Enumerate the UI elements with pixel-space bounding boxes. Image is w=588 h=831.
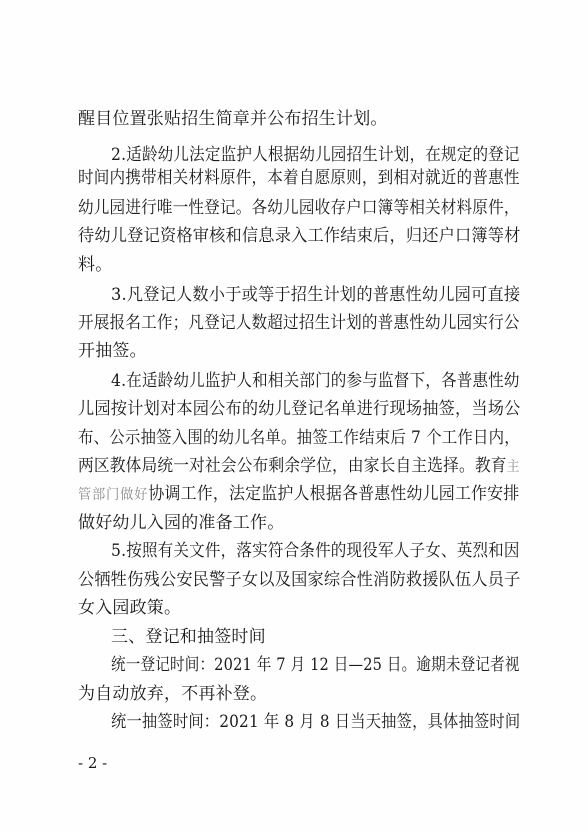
faint-text-segment: 管部门做好: [78, 487, 149, 503]
text-line: 待幼儿登记资格审核和信息录入工作结束后，归还户口簿等材: [78, 226, 521, 246]
text-line: 开展报名工作；凡登记人数超过招生计划的普惠性幼儿园实行公: [78, 313, 520, 333]
text-line: 儿园按计划对本园公布的幼儿登记名单进行现场抽签，当场公: [78, 399, 521, 419]
text-segment: 两区教体局统一对社会公布剩余学位，由家长自主选择。教育: [78, 456, 507, 476]
text-line: 4.在适龄幼儿监护人和相关部门的参与监督下，各普惠性幼: [111, 371, 520, 391]
text-line: 2.适龄幼儿法定监护人根据幼儿园招生计划，在规定的登记: [111, 145, 520, 165]
faint-text-segment: 主: [506, 459, 521, 475]
text-line: 为自动放弃，不再补登。: [78, 684, 268, 704]
text-line: [78, 484, 519, 505]
text-line: 做好幼儿入园的准备工作。: [78, 513, 285, 533]
text-line: 统一抽签时间：2021 年 8 月 8 日当天抽签，具体抽签时间: [111, 712, 521, 732]
text-line: 开抽签。: [78, 341, 147, 361]
text-line: 5.按照有关文件，落实符合条件的现役军人子女、英烈和因: [111, 541, 520, 561]
text-line: 女入园政策。: [78, 598, 182, 618]
text-line: 料。: [78, 255, 113, 275]
text-line: 布、公示抽签入围的幼儿名单。抽签工作结束后 7 个工作日内，: [78, 428, 520, 448]
text-line: 时间内携带相关材料原件，本着自愿原则，到相对就近的普惠性: [78, 168, 520, 188]
section-heading: 三、登记和抽签时间: [111, 627, 266, 647]
text-line: [78, 456, 520, 477]
text-segment: 协调工作，法定监护人根据各普惠性幼儿园工作安排: [148, 484, 520, 504]
text-line: 公牺牲伤残公安民警子女以及国家综合性消防救援队伍人员子: [78, 570, 521, 590]
text-line: 3.凡登记人数小于或等于招生计划的普惠性幼儿园可直接: [111, 285, 521, 305]
text-line: 幼儿园进行唯一性登记。各幼儿园收存户口簿等相关材料原件，: [78, 198, 520, 218]
page-number: - 2 -: [78, 754, 108, 772]
text-line: 统一登记时间：2021 年 7 月 12 日—25 日。逾期未登记者视: [111, 655, 520, 675]
text-line: 醒目位置张贴招生简章并公布招生计划。: [78, 109, 388, 129]
